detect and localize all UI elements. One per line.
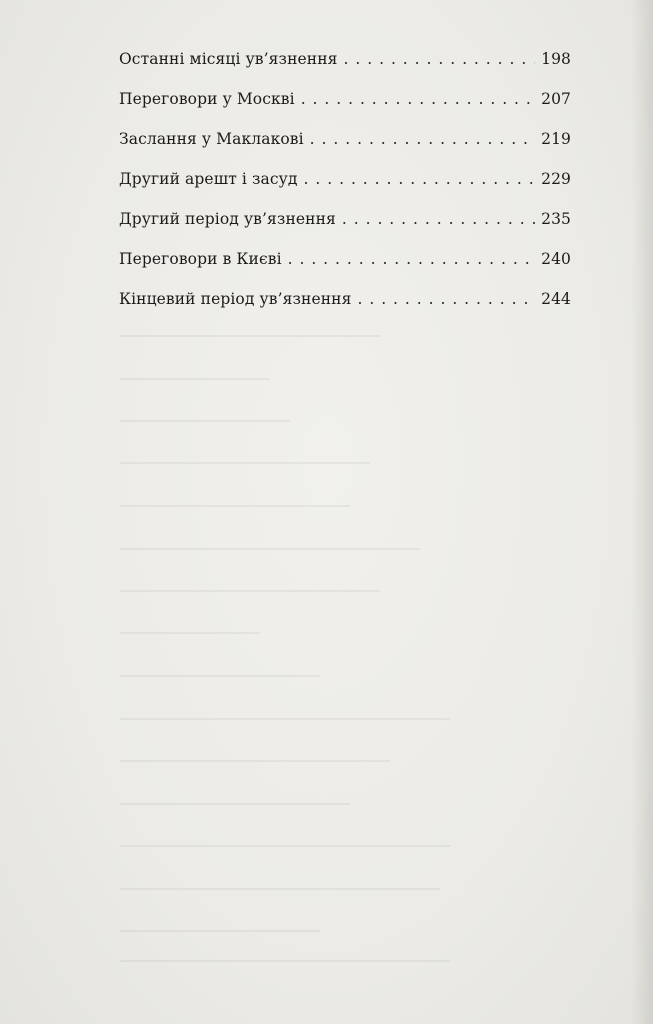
toc-entry-page: 198 — [541, 50, 571, 68]
toc-entry-title: Другий період ув’язнення — [119, 210, 336, 228]
toc-entry-title: Другий арешт і засуд — [119, 170, 298, 188]
toc-entry-title: Переговори у Москві — [119, 90, 295, 108]
toc-entry-title: Заслання у Маклакові — [119, 130, 304, 148]
toc-dot-leader — [310, 130, 535, 148]
toc-entry-page: 219 — [541, 130, 571, 148]
toc-entry — [119, 290, 571, 330]
table-of-contents — [119, 50, 571, 330]
toc-dot-leader — [301, 90, 535, 108]
toc-dot-leader — [304, 170, 536, 188]
toc-entry — [119, 130, 571, 170]
toc-entry — [119, 210, 571, 250]
toc-dot-leader — [288, 250, 535, 268]
toc-entry — [119, 50, 571, 90]
toc-entry — [119, 250, 571, 290]
page-edge-shadow — [631, 0, 653, 1024]
toc-entry-title: Переговори в Києві — [119, 250, 282, 268]
toc-entry-page: 235 — [541, 210, 571, 228]
toc-dot-leader — [342, 210, 535, 228]
toc-entry — [119, 90, 571, 130]
toc-entry-page: 240 — [541, 250, 571, 268]
toc-dot-leader — [344, 50, 536, 68]
toc-entry-page: 207 — [541, 90, 571, 108]
toc-dot-leader — [357, 290, 535, 308]
toc-entry-page: 244 — [541, 290, 571, 308]
toc-entry-page: 229 — [541, 170, 571, 188]
toc-entry-title: Останні місяці ув’язнення — [119, 50, 338, 68]
toc-entry — [119, 170, 571, 210]
toc-entry-title: Кінцевий період ув’язнення — [119, 290, 352, 308]
